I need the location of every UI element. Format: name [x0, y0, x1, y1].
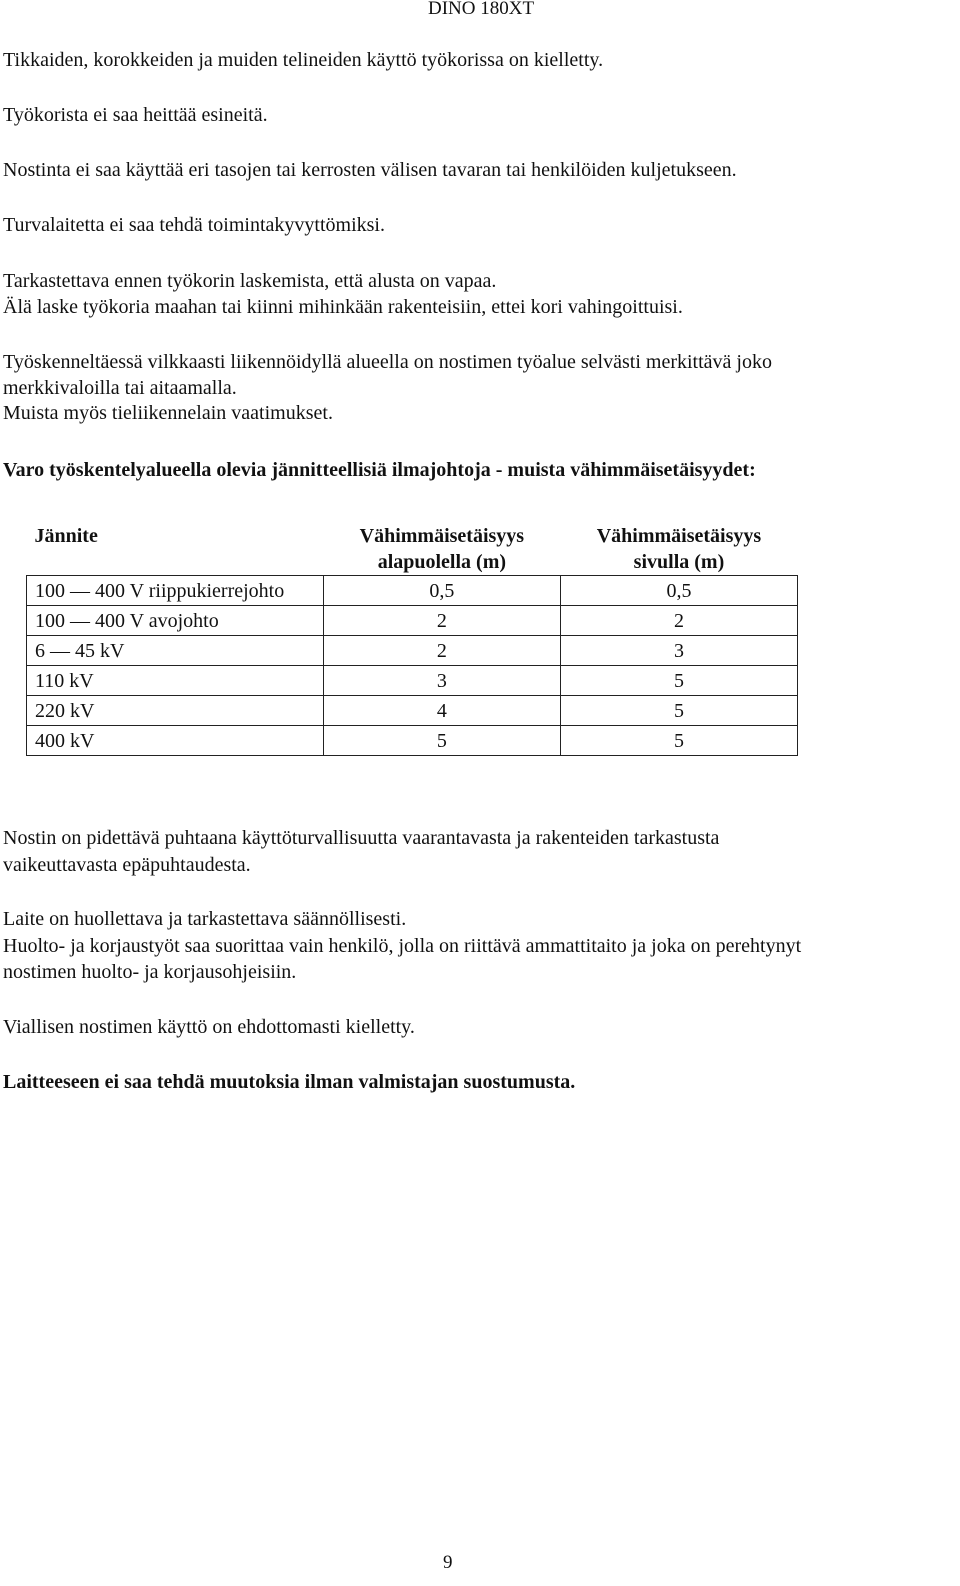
cell-distance-below: 2 [323, 636, 560, 666]
table-row [27, 666, 798, 696]
cell-voltage: 400 kV [27, 726, 324, 756]
table-header-row [27, 520, 798, 576]
page-number: 9 [443, 1552, 453, 1573]
table-row [27, 696, 798, 726]
paragraph-cleanliness-line2: vaikeuttavasta epäpuhtaudesta. [3, 854, 251, 876]
paragraph-traffic-line3: Muista myös tieliikennelain vaatimukset. [3, 402, 333, 424]
header-voltage: Jännite [27, 520, 324, 576]
paragraph-traffic-line1: Työskenneltäessä vilkkaasti liikennöidyllä alueella on nostimen työalue selvästi merkittävä joko [3, 351, 772, 373]
cell-distance-below: 5 [323, 726, 560, 756]
paragraph-ladders: Tikkaiden, korokkeiden ja muiden telineiden käyttö työkorissa on kielletty. [3, 49, 604, 71]
cell-distance-below: 2 [323, 606, 560, 636]
paragraph-throwing: Työkorista ei saa heittää esineitä. [3, 104, 268, 126]
cell-distance-side: 0,5 [560, 576, 797, 606]
paragraph-traffic-line2: merkkivaloilla tai aitaamalla. [3, 377, 237, 399]
cell-distance-below: 3 [323, 666, 560, 696]
paragraph-maintenance-line1: Laite on huollettava ja tarkastettava säännöllisesti. [3, 908, 407, 930]
paragraph-no-modifications: Laitteeseen ei saa tehdä muutoksia ilman valmistajan suostumusta. [3, 1071, 576, 1093]
cell-voltage: 100 — 400 V riippukierrejohto [27, 576, 324, 606]
table-row [27, 606, 798, 636]
power-line-warning-heading: Varo työskentelyalueella olevia jännitteellisiä ilmajohtoja - muista vähimmäisetäisyydet: [3, 459, 756, 481]
cell-voltage: 100 — 400 V avojohto [27, 606, 324, 636]
document-code: DINO 180XT [428, 0, 535, 19]
header-distance-side-line1: Vähimmäisetäisyys [596, 525, 762, 547]
cell-voltage: 220 kV [27, 696, 324, 726]
paragraph-cleanliness-line1: Nostin on pidettävä puhtaana käyttöturvallisuutta vaarantavasta ja rakenteiden tarkastusta [3, 827, 720, 849]
header-distance-below-line1: Vähimmäisetäisyys [359, 525, 525, 547]
paragraph-transport: Nostinta ei saa käyttää eri tasojen tai kerrosten välisen tavaran tai henkilöiden kuljetukseen. [3, 159, 737, 181]
header-distance-below-line2: alapuolella (m) [377, 551, 507, 573]
table-row [27, 726, 798, 756]
cell-distance-side: 5 [560, 696, 797, 726]
cell-distance-below: 4 [323, 696, 560, 726]
header-distance-below [323, 520, 560, 576]
table-row [27, 576, 798, 606]
header-distance-side-line2: sivulla (m) [633, 551, 725, 573]
cell-voltage: 6 — 45 kV [27, 636, 324, 666]
cell-voltage: 110 kV [27, 666, 324, 696]
cell-distance-side: 3 [560, 636, 797, 666]
paragraph-faulty-lift: Viallisen nostimen käyttö on ehdottomasti kielletty. [3, 1016, 415, 1038]
minimum-distance-table [26, 520, 798, 756]
header-distance-side [560, 520, 797, 576]
paragraph-safety-device: Turvalaitetta ei saa tehdä toimintakyvyttömiksi. [3, 214, 385, 236]
cell-distance-side: 2 [560, 606, 797, 636]
paragraph-lowering-line2: Älä laske työkoria maahan tai kiinni mihinkään rakenteisiin, ettei kori vahingoittuisi. [3, 296, 683, 318]
cell-distance-side: 5 [560, 726, 797, 756]
paragraph-maintenance-line3: nostimen huolto- ja korjausohjeisiin. [3, 961, 297, 983]
cell-distance-below: 0,5 [323, 576, 560, 606]
paragraph-lowering-line1: Tarkastettava ennen työkorin laskemista, että alusta on vapaa. [3, 270, 497, 292]
paragraph-maintenance-line2: Huolto- ja korjaustyöt saa suorittaa vain henkilö, jolla on riittävä ammattitaito ja joka on perehtynyt [3, 935, 802, 957]
table-row [27, 636, 798, 666]
cell-distance-side: 5 [560, 666, 797, 696]
